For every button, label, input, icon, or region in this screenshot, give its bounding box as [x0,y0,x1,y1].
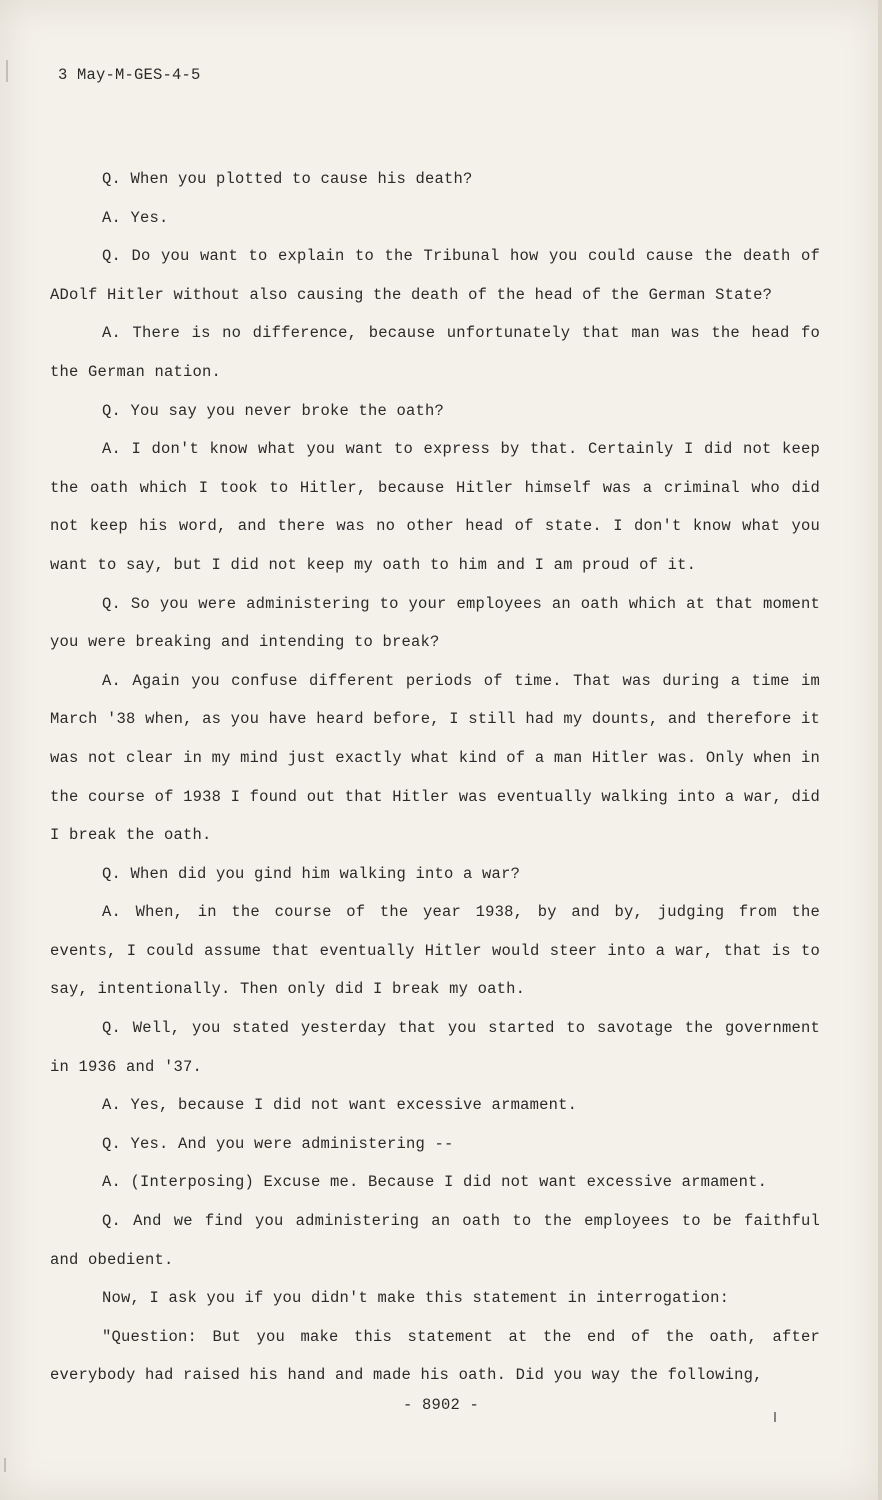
paragraph-a2: A. There is no difference, because unfortunately that man was the head fo the German nation. [50,324,820,381]
paragraph-a5: A. When, in the course of the year 1938, by and by, judging from the events, I could assume that eventually Hitler would steer into a war, that is to say, intentionally. Then only did I break my oath. [50,903,820,999]
paragraph-q1: Q. When you plotted to cause his death? [102,170,473,188]
page-edge [878,0,882,1500]
paragraph-quotation: "Question: But you make this statement at the end of the oath, after everybody had raised his hand and made his oath. Did you way the following, [50,1327,820,1385]
paragraph-q6: Q. Well, you stated yesterday that you started to savotage the government in 1936 and '37. [50,1019,820,1076]
page-number: - 8902 - [402,1396,479,1414]
paragraph-q2: Q. Do you want to explain to the Tribunal how you could cause the death of ADolf Hitler without also causing the death of the head of the German State? [50,247,820,304]
paragraph-statement: Now, I ask you if you didn't make this statement in interrogation: [102,1289,730,1308]
paragraph-q5: Q. When did you gind him walking into a war? [102,864,521,883]
document-id: 3 May-M-GES-4-5 [58,66,201,84]
paragraph-a6: A. Yes, because I did not want excessive armament. [102,1096,578,1115]
transcript-body [50,160,820,1395]
paragraph-q8: Q. And we find you administering an oath to the employees to be faithful and obedient. [50,1212,820,1269]
margin-mark [6,60,8,82]
paragraph-q3: Q. You say you never broke the oath? [102,401,445,420]
paragraph-a1: A. Yes. [102,208,169,227]
paragraph-q7: Q. Yes. And you were administering -- [102,1134,454,1153]
paragraph-q4: Q. So you were administering to your employees an oath which at that moment you were breaking and intending to break? [50,594,820,652]
paragraph-a3: A. I don't know what you want to express by that. Certainly I did not keep the oath which I took to Hitler, because Hitler himself was a criminal who did not keep his word, and there was no other head of state. I don't know what you want to say, but I did not keep my oath to him and I am proud of it. [50,440,820,574]
paragraph-a4: A. Again you confuse different periods of time. That was during a time im March '38 when, as you have heard before, I still had my dounts, and therefore it was not clear in my mind just exactly what kind of a man Hitler was. Only when in the course of 1938 I found out that Hitler was eventually walking into a war, did I break the oath. [50,671,820,845]
margin-mark-bottom [4,1458,6,1472]
paragraph-a7: A. (Interposing) Excuse me. Because I did not want excessive armament. [102,1173,768,1192]
